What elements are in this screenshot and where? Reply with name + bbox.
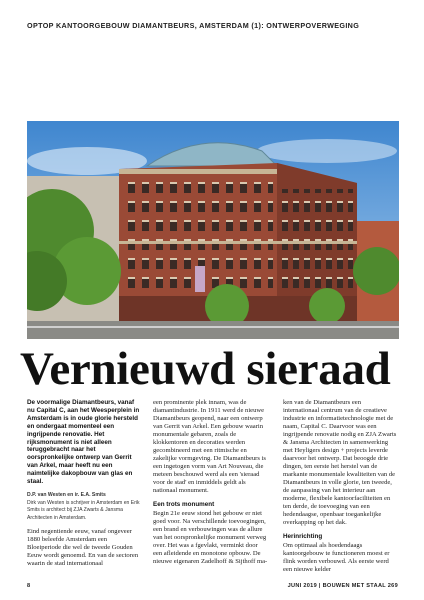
subheading-herinrichting: Herinrichting xyxy=(283,533,323,540)
body-text-3b: Om optimaal als hoedendaags kantoorgebouw te functioneren moest er flink worden verbouwd. Als eerste werd een nieuwe kelder xyxy=(283,542,390,573)
section-kicker: OPTOP KANTOORGEBOUW DIAMANTBEURS, AMSTERDAM (1): ONTWERPOVERWEGING xyxy=(27,21,360,30)
page-number: 8 xyxy=(27,583,31,589)
body-text-2a: een prominente plek innam, was de diamantindustrie. In 1911 werd de nieuwe Diamantbeurs geopend, naar een ontwerp van Gerrit van Arkel. Een gebouw waarin monumentale gebaren, zoals de klokkentoren en decoraties werden gecombineerd met een ritmische en zakelijke vormgeving. De Diamantbeurs is een ingetogen vorm van Art Nouveau, die meteen beschouwd werd als een 'sieraad voor de stad' en inmiddels geldt als nationaal monument. xyxy=(153,399,266,494)
author-bio: Dirk van Westen is schrijver in Amsterdam en Erik Smits is architect bij ZJA Zwarts & Jansma Architecten in Amsterdam. xyxy=(27,499,140,521)
body-text-1: Eind negentiende eeuw, vanaf ongeveer 1880 beleefde Amsterdam een Bloeiperiode die wel de tweede Gouden Eeuw wordt genoemd. En van de sectoren waarin de stad internationaal xyxy=(27,528,139,568)
column-3 xyxy=(283,399,398,580)
building-photo xyxy=(27,121,399,339)
article-headline: Vernieuwd sieraad xyxy=(20,343,391,395)
body-text-3a: ken van de Diamantbeurs een internationaal centrum van de creatieve industrie en informatietechnologie met de naam, Capital C. Daarvoor was een ingrijpende renovatie nodig en ZJA Zwarts & Jansma Architecten in samenwerking met Heyligers design + projects leverde daarvoor het ontwerp. Dat beoogde drie dingen, ten eerste het herstel van de markante monumentale kwaliteiten van de Diamantbeurs in volle glorie, ten tweede, de aanpassing van het interieur aan moderne, flexibele kantoorfaciliteiten en ten derde, de toevoeging van een hedendaagse, openbaar toegankelijke overkapping op het dak. xyxy=(283,399,397,526)
column-1 xyxy=(27,399,142,574)
column-2 xyxy=(153,399,268,572)
author-credit xyxy=(27,492,142,522)
issue-info: JUNI 2019 | BOUWEN MET STAAL 269 xyxy=(287,583,398,589)
subheading-monument: Een trots monument xyxy=(153,501,215,508)
lead-paragraph: De voormalige Diamantbeurs, vanaf nu Capital C, aan het Weesperplein in Amsterdam is in oude glorie hersteld en ondergaat momenteel een ingrijpende renovatie. Het rijksmonument is niet alleen teruggebracht naar het oorspronkelijke ontwerp van Gerrit van Arkel, maar heeft nu een naimtelijke dakopbouw van glas en staal. xyxy=(27,399,140,486)
author-names: D.P. van Westen en ir. E.A. Smits xyxy=(27,491,106,498)
body-text-2b: Begin 21e eeuw stond het gebouw er niet goed voor. Na verschillende toevoegingen, een brand en verbouwingen was de allure van het oorspronkelijke monument verweg over. Het was a fgevlakt, verminkt door een afleidende en monotone opbouw. De nieuwe eigenaren Zadelhoff & Sijthoff ma- xyxy=(153,510,268,565)
